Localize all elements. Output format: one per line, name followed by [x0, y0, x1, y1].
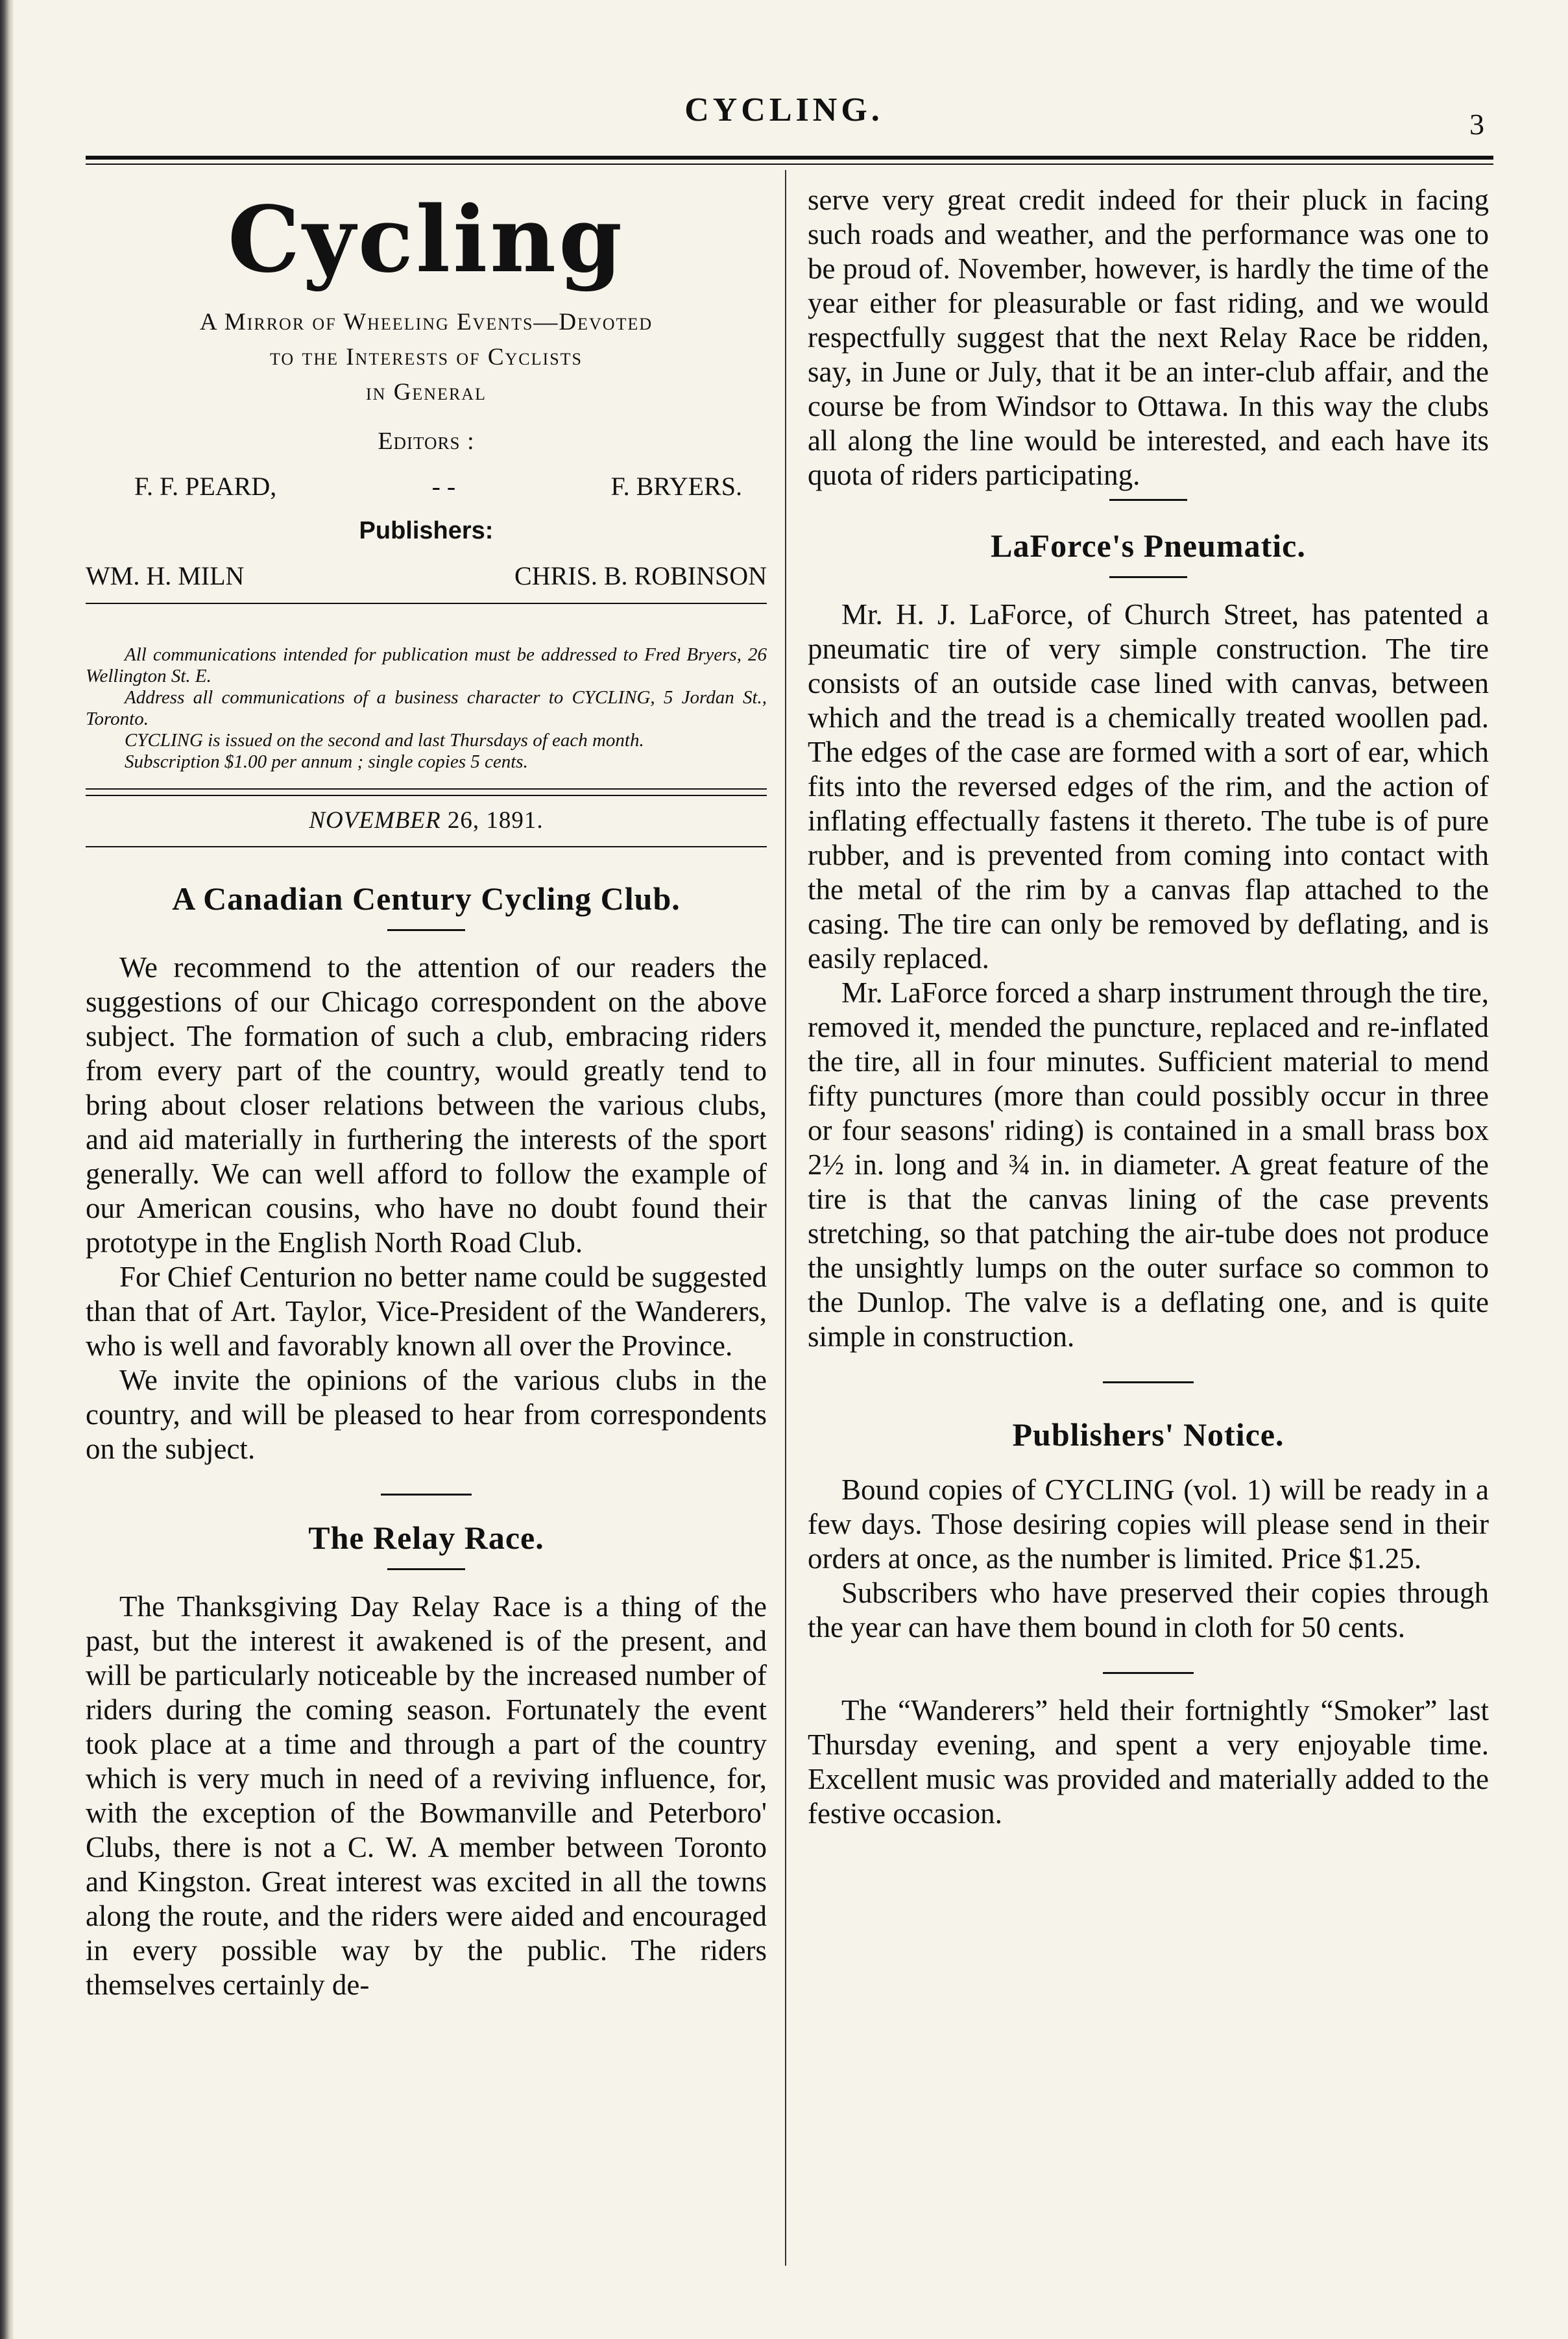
editors-label: Editors : [378, 428, 475, 455]
tagline-line-3: in General [366, 379, 487, 406]
article-headline: Publishers' Notice. [1012, 1416, 1285, 1453]
article-headline: LaForce's Pneumatic. [991, 527, 1306, 564]
note-item: Address all communications of a business character to CYCLING, 5 Jordan St., Toronto. [86, 687, 767, 729]
article-body [86, 1590, 767, 2002]
paragraph: serve very great credit indeed for their pluck in facing such roads and weather, and the performance was one to be proud of. November, however, is hardly the time of the year either for pleasurable or fast riding, and we would respectfully suggest that the next Relay Race be ridden, say, in June or July, that it be an inter-club affair, and the course be from Windsor to Ottawa. In this way the clubs all along the line would be interested, and each have its quota of riders participating. [808, 184, 1489, 491]
headline-rule [387, 1568, 465, 1570]
article-headline: A Canadian Century Cycling Club. [172, 880, 681, 917]
paragraph: We recommend to the attention of our readers the suggestions of our Chicago correspondent on the above subject. The formation of such a club, embracing riders from every part of the country, would greatly tend to bring about closer relations between the various clubs, and aid materially in furthering the interests of the sport generally. We can well afford to follow the example of our American cousins, who have no doubt found their prototype in the English North Road Club. [86, 951, 767, 1259]
article-body-continued [808, 183, 1489, 492]
publishers-label: Publishers: [359, 517, 494, 544]
editor-name: F. F. PEARD, [134, 472, 277, 501]
page-number: 3 [1469, 108, 1484, 141]
paragraph: The “Wanderers” held their fortnightly “Smoker” last Thursday evening, and spent a very enjoyable time. Excellent music was provided and materially added to the festive occasion. [808, 1694, 1489, 1830]
binding-edge [0, 0, 14, 2339]
paragraph: For Chief Centurion no better name could be suggested than that of Art. Taylor, Vice-President of the Wanderers, who is well and favorably known all over the Province. [86, 1261, 767, 1362]
header-rule-thin [86, 164, 1493, 165]
column-divider [785, 170, 786, 2266]
publisher-name: WM. H. MILN [86, 561, 245, 590]
article-body [808, 1693, 1489, 1831]
paragraph: The Thanksgiving Day Relay Race is a thing of the past, but the interest it awakened is of the present, and will be particularly noticeable by the increased number of riders during the coming season. Fortunately the event took place at a time and through a part of the country which is very much in need of a reviving influence, for, with the exception of the Bowmanville and Peterboro' Clubs, there is not a C. W. A member between Toronto and Kingston. Great interest was excited in all the towns along the route, and the riders were aided and encouraged in every possible way by the public. The riders themselves certainly de- [86, 1590, 767, 2001]
editor-name: F. BRYERS. [610, 472, 742, 501]
section-rule [381, 1494, 472, 1496]
header-rule [86, 156, 1493, 160]
headline-rule [387, 929, 465, 931]
section-rule [1103, 1672, 1194, 1674]
running-head: CYCLING. [684, 91, 884, 128]
masthead-title: Cycling [227, 187, 625, 293]
section-rule [1103, 1381, 1194, 1383]
issue-date-month: NOVEMBER [309, 807, 441, 834]
paragraph: We invite the opinions of the various clubs in the country, and will be pleased to hear from correspondents on the subject. [86, 1364, 767, 1465]
publishers-row [86, 561, 767, 591]
paragraph: Mr. H. J. LaForce, of Church Street, has patented a pneumatic tire of very simple construction. The tire consists of an outside case lined with canvas, between which and the tread is a chemically treated woollen pad. The edges of the case are formed with a sort of ear, which fits into the reversed edges of the rim, and the action of inflating effectually fastens it thereto. The tube is of pure rubber, and is prevented from coming into contact with the metal of the rim by a canvas flap attached to the casing. The tire can only be removed by deflating, and is easily replaced. [808, 598, 1489, 975]
masthead-tagline [86, 305, 767, 410]
editor-separator: - - [431, 472, 456, 501]
left-column [86, 182, 767, 2002]
note-item: All communications intended for publication must be addressed to Fred Bryers, 26 Wellington St. E. [86, 644, 767, 686]
paragraph: Bound copies of CYCLING (vol. 1) will be ready in a few days. Those desiring copies will please send in their orders at once, as the number is limited. Price $1.25. [808, 1473, 1489, 1575]
date-rule-bottom [86, 846, 767, 847]
right-column [808, 182, 1489, 1831]
headline-rule [1109, 576, 1187, 578]
issue-date [86, 806, 767, 834]
article-body [808, 598, 1489, 1354]
editors-row [86, 471, 767, 502]
article-headline: The Relay Race. [308, 1520, 544, 1556]
tagline-line-2: to the Interests of Cyclists [270, 344, 583, 370]
paragraph: Subscribers who have preserved their copies through the year can have them bound in cloth for 50 cents. [808, 1577, 1489, 1643]
publisher-name: CHRIS. B. ROBINSON [514, 561, 767, 590]
section-rule [1109, 499, 1187, 501]
note-item: Subscription $1.00 per annum ; single copies 5 cents. [125, 751, 528, 772]
date-rule-top [86, 788, 767, 796]
publication-notes [86, 644, 767, 773]
tagline-line-1: A Mirror of Wheeling Events—Devoted [199, 309, 653, 335]
masthead-rule [86, 603, 767, 604]
note-item: CYCLING is issued on the second and last Thursdays of each month. [125, 730, 644, 751]
article-body [808, 1473, 1489, 1645]
paragraph: Mr. LaForce forced a sharp instrument through the tire, removed it, mended the puncture, replaced and re-inflated the tire, all in four minutes. Sufficient material to mend fifty punctures (more than could possibly occur in three or four seasons' riding) is contained in a small brass box 2½ in. long and ¾ in. in diameter. A great feature of the tire is that the canvas lining of the case prevents stretching, so that patching the air-tube does not produce the unsightly lumps on the outer surface so common to the Dunlop. The valve is a deflating one, and is quite simple in construction. [808, 976, 1489, 1353]
article-body [86, 951, 767, 1466]
issue-date-rest: 26, 1891. [447, 807, 544, 834]
